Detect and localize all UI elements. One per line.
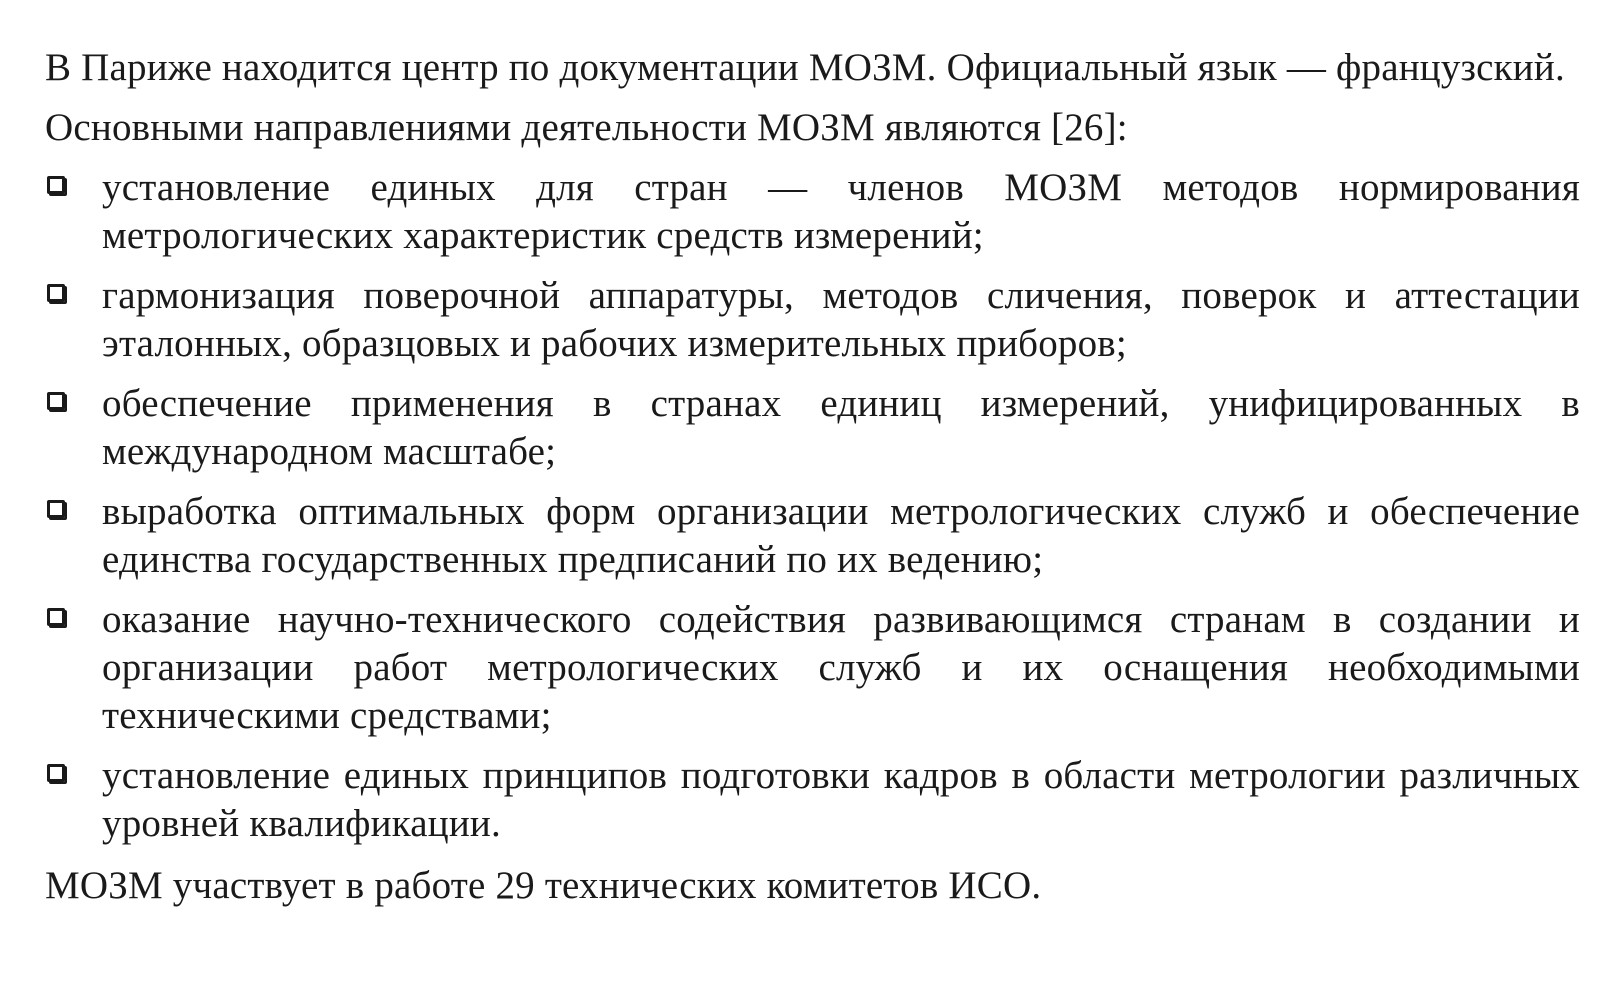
list-item [45,380,1580,476]
checkbox-square-icon [47,392,65,410]
list-item [45,272,1580,368]
list-item-text: установление единых принципов подготовки кадров в области метрологии различных уровней квалификации. [102,754,1580,845]
checkbox-square-icon [47,608,65,626]
list-item-text: установление единых для стран — членов МОЗМ методов нормирования метрологических характеристик средств измерений; [102,166,1580,257]
checkbox-square-icon [47,764,65,782]
list-item-text: выработка оптимальных форм организации метрологических служб и обеспечение единства государственных предписаний по их ведению; [102,490,1580,581]
list-item [45,752,1580,848]
list-item [45,596,1580,740]
checkbox-square-icon [47,284,65,302]
list-item [45,164,1580,260]
text-block [45,44,1580,910]
closing-paragraph: МОЗМ участвует в работе 29 технических комитетов ИСО. [45,864,1042,907]
checkbox-square-icon [47,176,65,194]
activities-list [45,164,1580,848]
list-item-text: оказание научно-технического содействия развивающимся странам в создании и организации работ метрологических служб и их оснащения необходимыми техническими средствами; [102,598,1580,737]
lead-paragraph: Основными направлениями деятельности МОЗМ являются [26]: [45,106,1128,149]
intro-paragraph: В Париже находится центр по документации МОЗМ. Официальный язык — французский. [45,46,1565,89]
list-item-text: гармонизация поверочной аппаратуры, методов сличения, поверок и аттестации эталонных, образцовых и рабочих измерительных приборов; [102,274,1580,365]
list-item-text: обеспечение применения в странах единиц измерений, унифицированных в международном масштабе; [102,382,1580,473]
list-item [45,488,1580,584]
checkbox-square-icon [47,500,65,518]
